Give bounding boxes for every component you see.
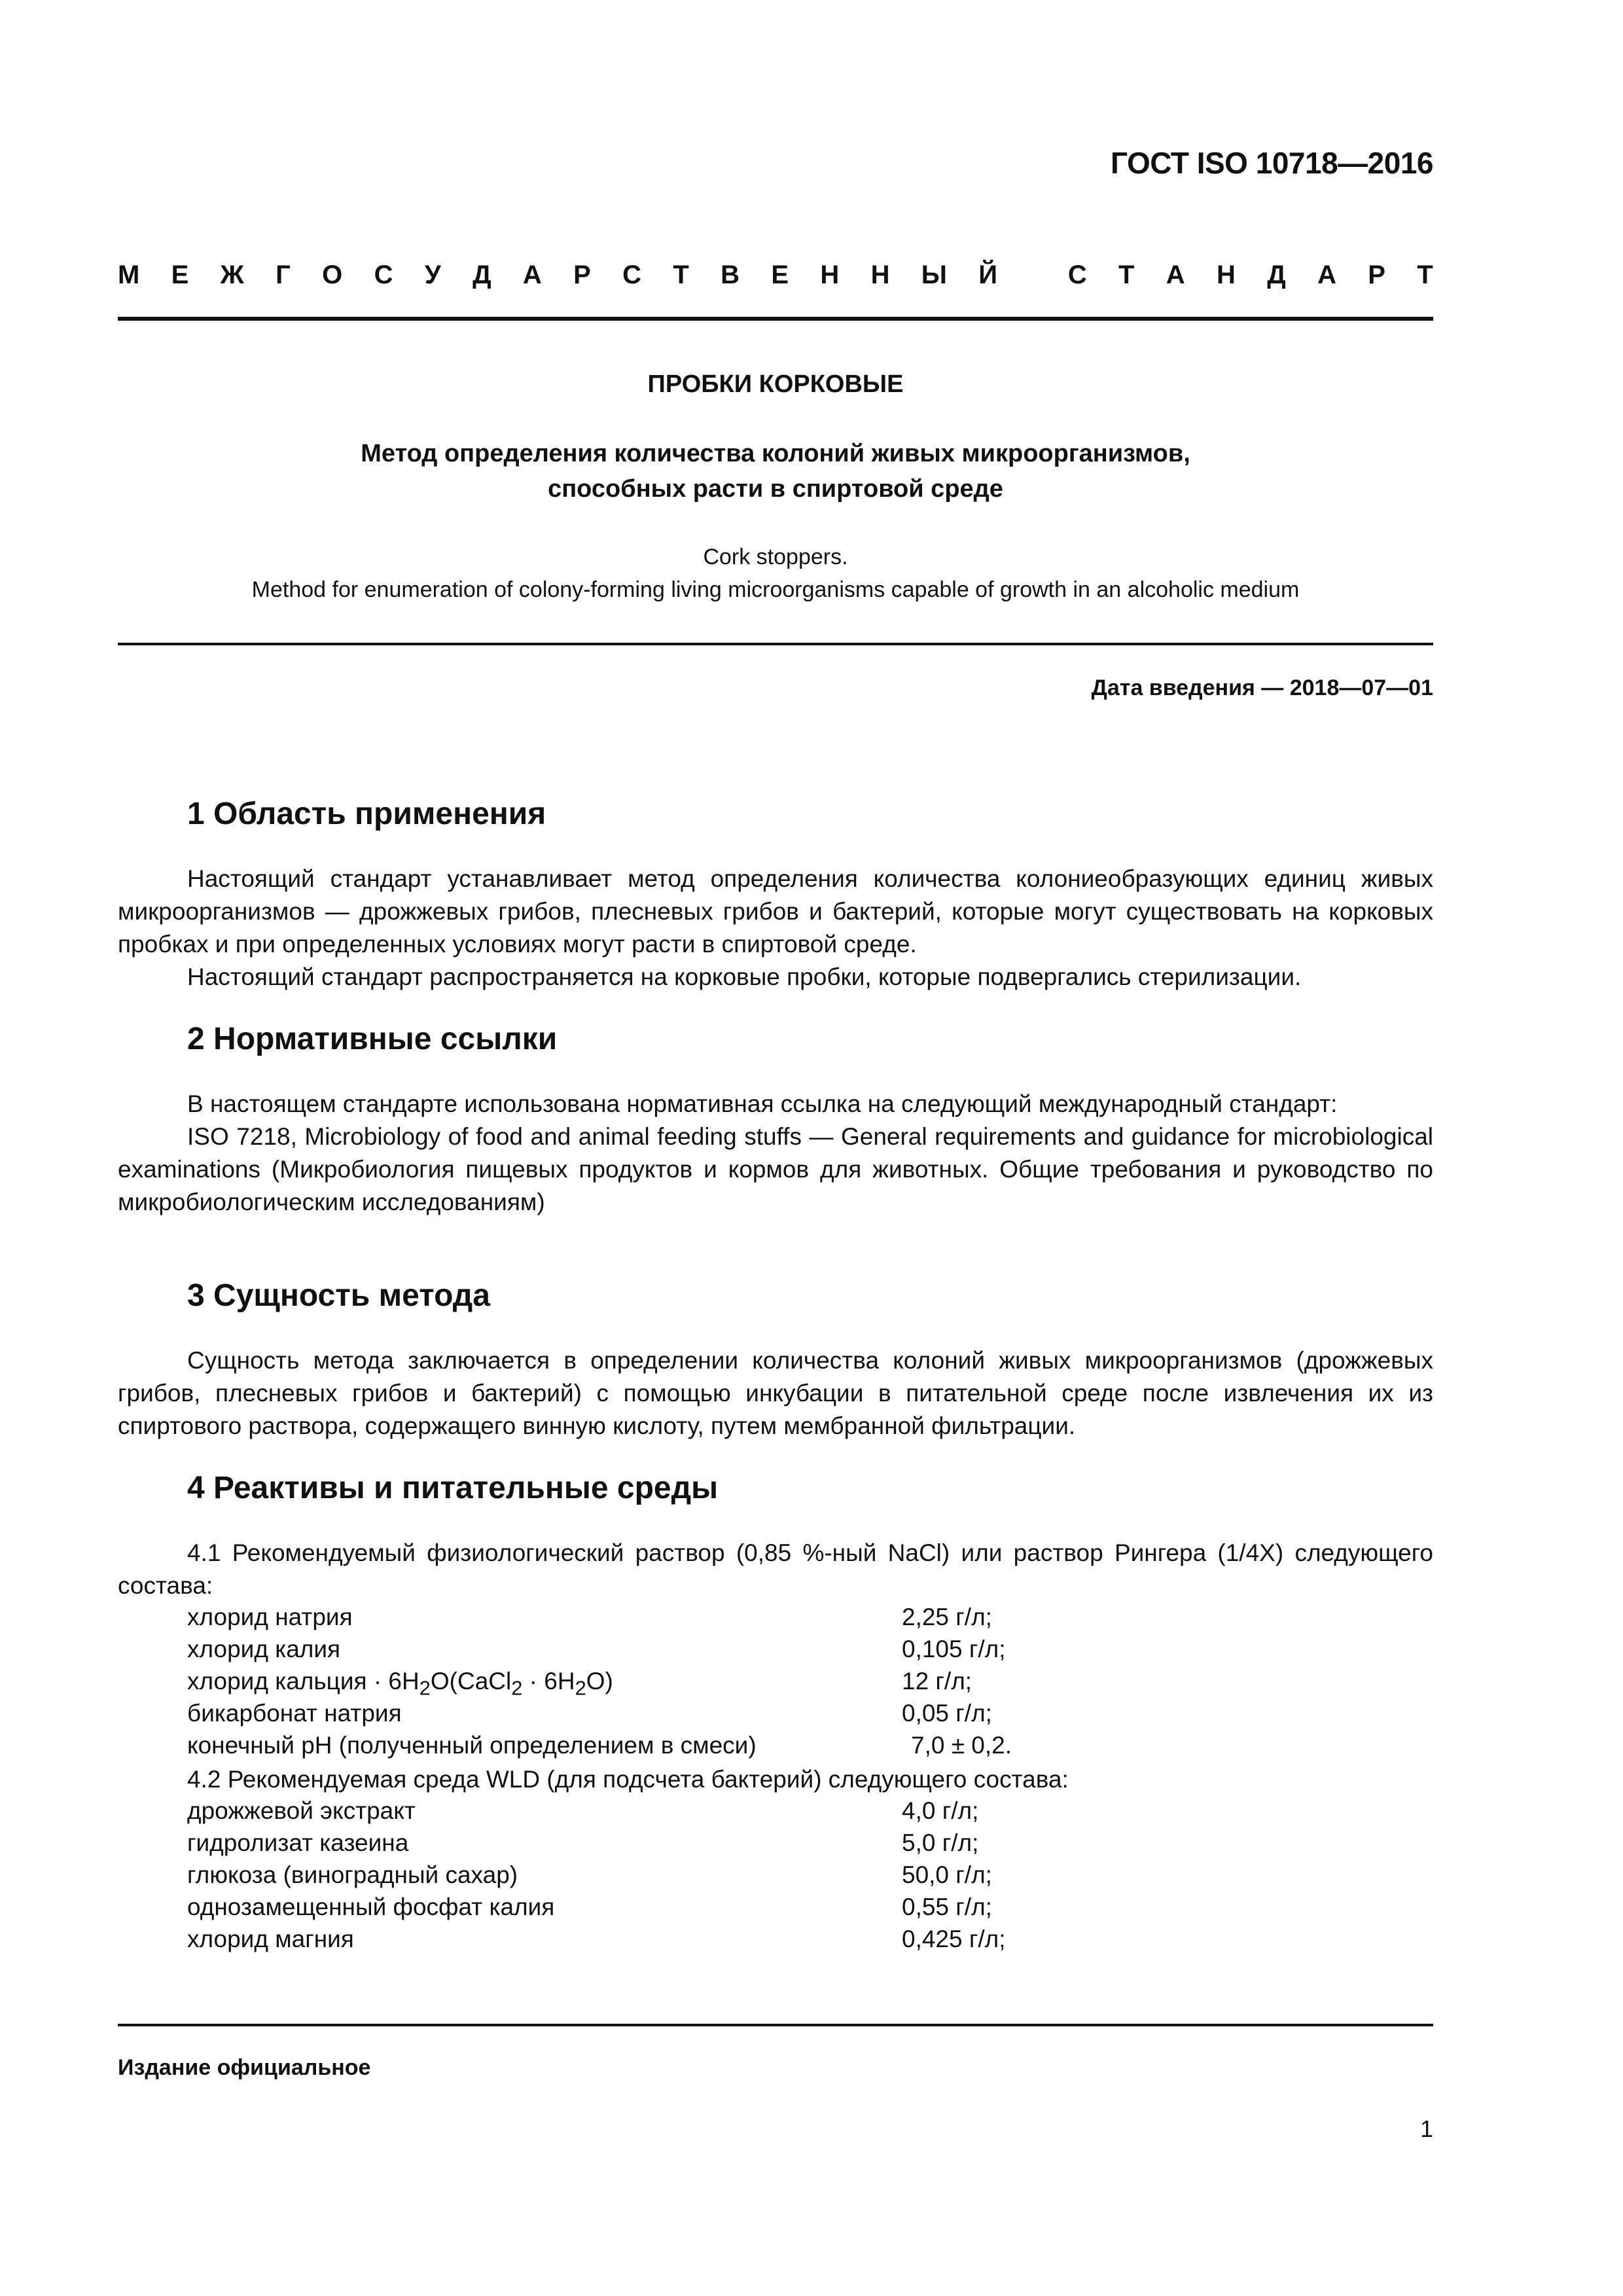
component-name: однозамещенный фосфат калия bbox=[187, 1893, 555, 1920]
clause-4-2: 4.2 Рекомендуемая среда WLD (для подсчета бактерий) следующего состава: bbox=[187, 1766, 1069, 1793]
heading-letter: Н bbox=[870, 260, 890, 289]
component-name: дрожжевой экстракт bbox=[187, 1797, 416, 1824]
wld-composition-table bbox=[187, 1795, 1300, 1955]
heading-letter: О bbox=[322, 260, 343, 289]
section-2-body bbox=[118, 1088, 1433, 1219]
footer-rule bbox=[118, 2024, 1433, 2026]
section-2-paragraph-2: ISO 7218, Microbiology of food and animal feeding stuffs — General requirements and guidance for microbiological examinations (Микробиология пищевых продуктов и кормов для животных. Общие требования и руководство по микробиологическим исследованиям) bbox=[118, 1123, 1433, 1215]
heading-letter: Р bbox=[573, 260, 591, 289]
standard-type-heading bbox=[118, 260, 1433, 290]
component-name: хлорид калия bbox=[187, 1636, 341, 1662]
subtitle bbox=[118, 436, 1433, 507]
component-value: 2,25 г/л; bbox=[902, 1604, 992, 1630]
heading-letter: У bbox=[424, 260, 441, 289]
heading-letter: Ы bbox=[921, 260, 947, 289]
table-row bbox=[187, 1859, 1300, 1891]
component-name: хлорид магния bbox=[187, 1926, 354, 1952]
table-row bbox=[187, 1665, 1300, 1700]
introduction-date: Дата введения — 2018—07—01 bbox=[1091, 675, 1433, 700]
main-title: ПРОБКИ КОРКОВЫЕ bbox=[647, 370, 904, 398]
heading-letter: Е bbox=[771, 260, 789, 289]
title-rule bbox=[118, 643, 1433, 645]
heading-letter: А bbox=[1317, 260, 1336, 289]
english-title-line-1: Cork stoppers. bbox=[703, 545, 848, 569]
heading-letter: Т bbox=[1417, 260, 1433, 289]
section-4-body bbox=[118, 1537, 1433, 1602]
heading-letter: М bbox=[118, 260, 140, 289]
section-3-paragraph-1: Сущность метода заключается в определении количества колоний живых микроорганизмов (дрожжевых грибов, плесневых грибов и бактерий) с помощью инкубации в питательной среде после извлечения их из спиртового раствора, содержащего винную кислоту, путем мембранной фильтрации. bbox=[118, 1347, 1433, 1439]
heading-letter: Й bbox=[978, 260, 998, 289]
component-value: 50,0 г/л; bbox=[902, 1861, 992, 1888]
component-value: 0,55 г/л; bbox=[902, 1893, 992, 1920]
component-value: 7,0 ± 0,2. bbox=[911, 1732, 1012, 1759]
heading-letter: Т bbox=[1118, 260, 1135, 289]
section-2-paragraph-1: В настоящем стандарте использована нормативная ссылка на следующий международный стандарт: bbox=[187, 1090, 1338, 1117]
heading-letter: Р bbox=[1368, 260, 1385, 289]
official-edition-label: Издание официальное bbox=[118, 2055, 371, 2080]
component-name: бикарбонат натрия bbox=[187, 1700, 402, 1727]
heading-letter: А bbox=[1166, 260, 1185, 289]
section-3-body bbox=[118, 1344, 1433, 1443]
subtitle-line-1: Метод определения количества колоний живых микроорганизмов, bbox=[361, 440, 1190, 467]
heading-letter: Г bbox=[276, 260, 291, 289]
word-gap bbox=[1029, 260, 1036, 290]
component-value: 4,0 г/л; bbox=[902, 1797, 979, 1824]
table-row bbox=[187, 1729, 1300, 1761]
subtitle-line-2: способных расти в спиртовой среде bbox=[548, 475, 1003, 503]
component-value: 5,0 г/л; bbox=[902, 1829, 979, 1856]
heading-letter: С bbox=[374, 260, 393, 289]
table-row bbox=[187, 1633, 1300, 1665]
component-value: 0,05 г/л; bbox=[902, 1700, 992, 1727]
ringer-composition-table bbox=[187, 1601, 1300, 1761]
section-1-paragraph-1: Настоящий стандарт устанавливает метод определения количества колониеобразующих единиц живых микроорганизмов — дрожжевых грибов, плесневых грибов и бактерий, которые могут существовать на корковых пробках и при определенных условиях могут расти в спиртовой среде. bbox=[118, 865, 1433, 958]
section-3-heading: 3 Сущность метода bbox=[187, 1278, 490, 1313]
heading-letter: Т bbox=[673, 260, 689, 289]
component-value: 12 г/л; bbox=[902, 1668, 972, 1695]
section-4-heading: 4 Реактивы и питательные среды bbox=[187, 1471, 719, 1505]
table-row bbox=[187, 1891, 1300, 1923]
heading-letter: С bbox=[1067, 260, 1087, 289]
heading-letter: А bbox=[522, 260, 542, 289]
table-row bbox=[187, 1923, 1300, 1955]
section-1-paragraph-2: Настоящий стандарт распространяется на корковые пробки, которые подвергались стерилизации. bbox=[187, 963, 1302, 990]
component-name: конечный pH (полученный определением в смеси) bbox=[187, 1732, 757, 1759]
component-name: глюкоза (виноградный сахар) bbox=[187, 1861, 518, 1888]
english-title bbox=[118, 541, 1433, 606]
table-row bbox=[187, 1827, 1300, 1859]
component-name: хлорид натрия bbox=[187, 1604, 353, 1630]
table-row bbox=[187, 1601, 1300, 1633]
english-title-line-2: Method for enumeration of colony-forming living microorganisms capable of growth in an alcoholic medium bbox=[251, 577, 1300, 602]
heading-letter: Д bbox=[473, 260, 491, 289]
component-name: хлорид кальция · $6H_2O(CaCl_2 \cdot 6H_2O)$ bbox=[187, 1668, 613, 1700]
heading-letter: Е bbox=[171, 260, 189, 289]
document-designation: ГОСТ ISO 10718—2016 bbox=[1111, 146, 1433, 180]
component-name: гидролизат казеина bbox=[187, 1829, 409, 1856]
heading-letter: Н bbox=[1217, 260, 1236, 289]
heading-letter: С bbox=[622, 260, 642, 289]
header-rule bbox=[118, 317, 1433, 321]
component-value: 0,425 г/л; bbox=[902, 1926, 1006, 1952]
heading-letter: Д bbox=[1267, 260, 1286, 289]
page-number: 1 bbox=[1419, 2115, 1433, 2142]
component-value: 0,105 г/л; bbox=[902, 1636, 1006, 1662]
table-row bbox=[187, 1697, 1300, 1729]
heading-letter: Н bbox=[820, 260, 840, 289]
section-1-heading: 1 Область применения bbox=[187, 797, 546, 831]
heading-letter: В bbox=[721, 260, 740, 289]
clause-4-1: 4.1 Рекомендуемый физиологический раствор (0,85 %-ный NaCl) или раствор Рингера (1/4X) следующего состава: bbox=[118, 1539, 1433, 1599]
section-2-heading: 2 Нормативные ссылки bbox=[187, 1022, 558, 1056]
heading-letter: Ж bbox=[220, 260, 244, 289]
table-row bbox=[187, 1795, 1300, 1827]
section-1-body bbox=[118, 863, 1433, 994]
